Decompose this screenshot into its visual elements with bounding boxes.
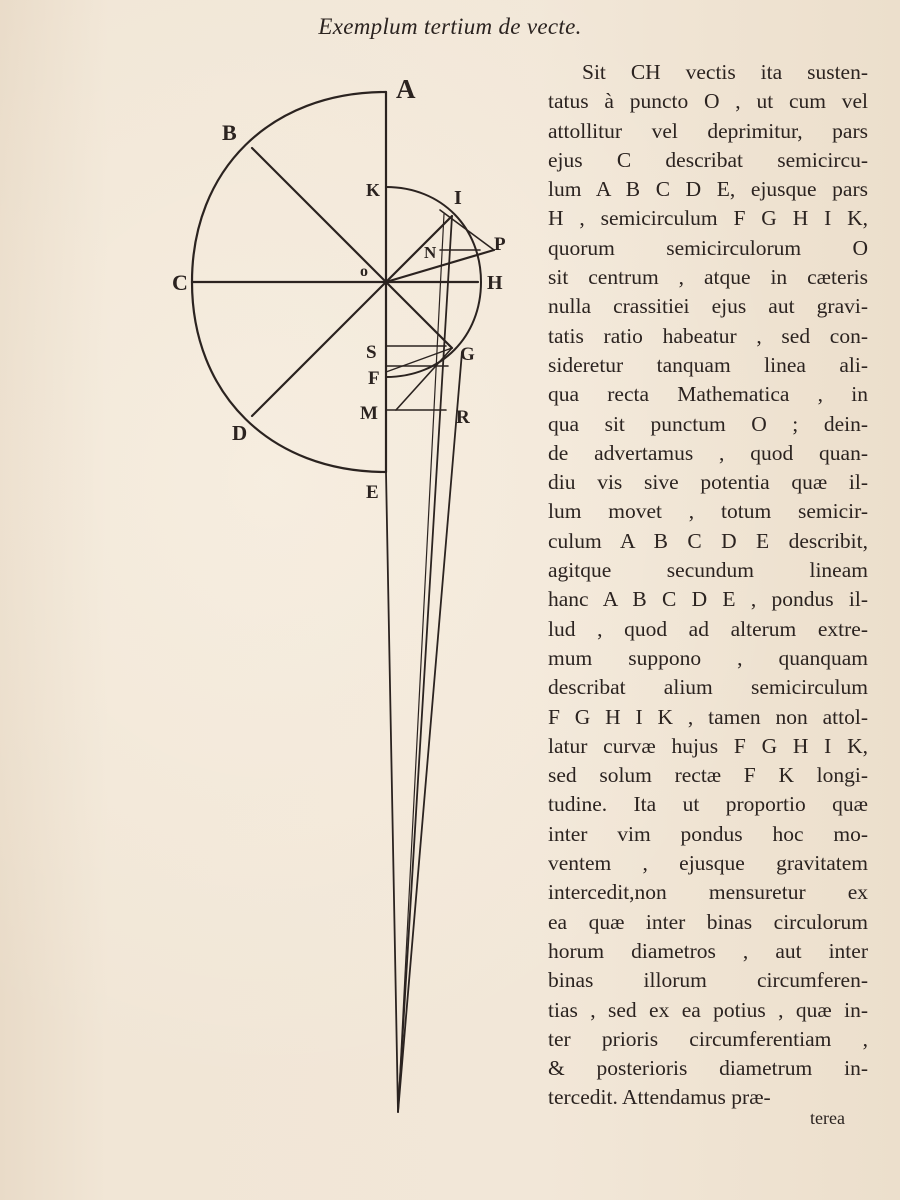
text-line: tias , sed ex ea potius , quæ in- <box>548 997 868 1022</box>
text-line: ea quæ inter binas circulorum <box>548 909 868 934</box>
text-line: lum A B C D E, ejusque pars <box>548 177 868 202</box>
text-line: describat alium semicirculum <box>548 675 868 700</box>
text-line: diu vis sive potentia quæ il- <box>548 470 868 495</box>
text-line: lum movet , totum semicir- <box>548 499 868 524</box>
text-line: tercedit. Attendamus præ- <box>548 1085 771 1110</box>
text-line: mum suppono , quanquam <box>548 645 868 670</box>
text-line: quorum semicirculorum O <box>548 235 868 260</box>
text-line: de advertamus , quod quan- <box>548 440 868 465</box>
text-line: horum diametros , aut inter <box>548 938 868 963</box>
text-line: qua recta Mathematica , in <box>548 382 868 407</box>
text-line: qua sit punctum O ; dein- <box>548 411 868 436</box>
label-a: A <box>396 74 416 104</box>
label-e: E <box>366 482 379 503</box>
text-line: sit centrum , atque in cæteris <box>548 265 868 290</box>
text-line: binas illorum circumferen- <box>548 968 868 993</box>
text-line: nulla crassitiei ejus aut gravi- <box>548 294 868 319</box>
line-b-g <box>252 148 452 348</box>
label-m: M <box>360 403 378 424</box>
page-heading: Exemplum tertium de vecte. <box>318 14 582 39</box>
long-line-4 <box>398 214 444 1112</box>
catchword: terea <box>810 1108 845 1128</box>
text-line: Sit CH vectis ita susten- <box>582 60 868 84</box>
text-line: tatis ratio habeatur , sed con- <box>548 323 868 348</box>
text-line: F G H I K , tamen non attol- <box>548 704 868 729</box>
text-line: & posterioris diametrum in- <box>548 1056 868 1081</box>
label-c: C <box>172 270 188 295</box>
text-line: tudine. Ita ut proportio quæ <box>548 792 868 817</box>
line-d-i <box>252 216 452 416</box>
long-line-1 <box>386 472 398 1112</box>
label-k: K <box>366 180 381 200</box>
label-o: o <box>360 263 368 280</box>
text-line: sideretur tanquam linea ali- <box>548 352 868 377</box>
label-i: I <box>454 187 462 209</box>
long-line-3 <box>398 352 462 1112</box>
text-line: ter prioris circumferentiam , <box>548 1026 868 1051</box>
label-h: H <box>487 272 503 294</box>
text-line: tatus à puncto O , ut cum vel <box>548 89 868 114</box>
text-line: attollitur vel deprimitur, pars <box>548 118 868 143</box>
text-line: agitque secundum lineam <box>548 558 868 583</box>
text-line: hanc A B C D E , pondus il- <box>548 587 868 612</box>
text-line: lud , quod ad alterum extre- <box>548 616 868 641</box>
label-g: G <box>460 344 475 365</box>
label-d: D <box>232 421 248 445</box>
text-line: ventem , ejusque gravitatem <box>548 851 868 876</box>
label-n: N <box>424 243 437 262</box>
text-line: sed solum rectæ F K longi- <box>548 763 868 788</box>
text-line: H , semicirculum F G H I K, <box>548 206 868 231</box>
body-text <box>548 58 868 1113</box>
line-i-p <box>440 210 494 250</box>
label-b: B <box>222 120 237 145</box>
label-r: R <box>456 407 470 428</box>
label-f: F <box>368 368 380 389</box>
label-p: P <box>494 234 506 255</box>
long-line-2 <box>398 216 452 1112</box>
label-s: S <box>366 342 377 363</box>
text-line: latur curvæ hujus F G H I K, <box>548 733 868 758</box>
text-line: culum A B C D E describit, <box>548 528 868 553</box>
text-line: inter vim pondus hoc mo- <box>548 821 868 846</box>
text-line: intercedit,non mensuretur ex <box>548 880 868 905</box>
text-line: ejus C describat semicircu- <box>548 147 868 172</box>
